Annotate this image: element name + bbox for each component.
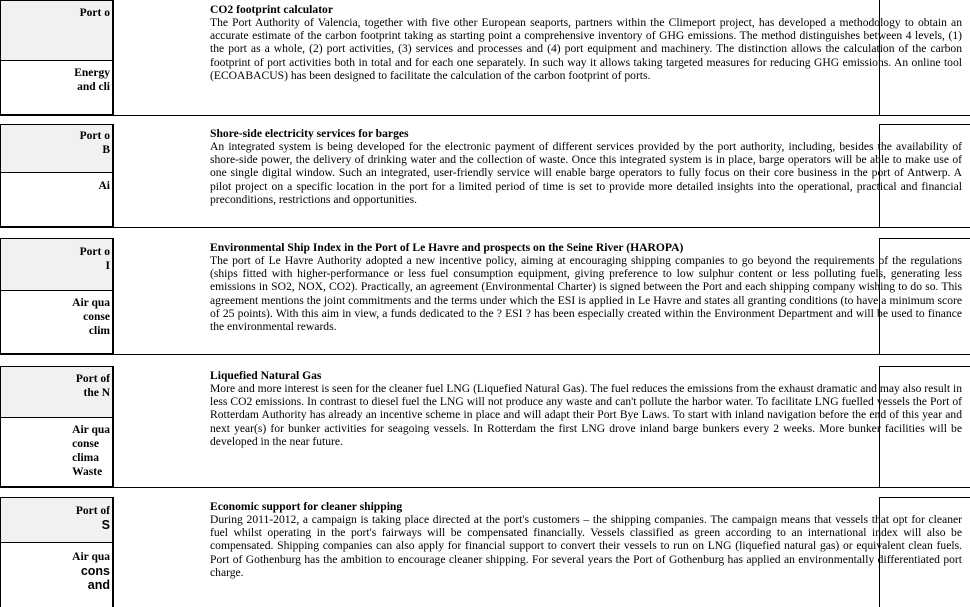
- measure-content: [210, 3, 962, 82]
- left-cell-port-5: [0, 497, 113, 542]
- left-cell-port-2: [0, 124, 113, 172]
- measure-content: [210, 500, 962, 579]
- measure-body: The Port Authority of Valencia, together with five other European seaports, partners within the Climeport project, has developed a methodology to obtain an accurate estimate of the carbon footprint taking as starting point a comprehensive inventory of GHG emissions. The method distinguishes between 4 levels, (1) the port as a whole, (2) port activities, (3) services and processes and (4) port equipment and machinery. The distinction allows the calculation of the carbon footprint of port activities both in total and for each one separately. In such way it allows taking targeted measures for reducing GHG emissions. An online tool (ECOABACUS) has been designed to facilitate the calculation of the carbon footprint of ports.: [210, 16, 962, 82]
- measure-body: More and more interest is seen for the cleaner fuel LNG (Liquefied Natural Gas). The fuel reduces the emissions from the exhaust dramatic and may also result in less CO2 emissions. In contrast to diesel fuel the LNG will not produce any waste and can't pollute the harbor water. To facilitate LNG fuelled vessels the Port of Rotterdam Authority has already an incentive scheme in place and will adapt their Port Bye Laws. To start with inland navigation before the end of this year and next year(s) for bunker activities for seagoing vessels. In Rotterdam the first LNG drove inland barge bunkers every 2 weeks. More bunker facilities will be developed in the near future.: [210, 382, 962, 448]
- measure-content: [210, 369, 962, 448]
- left-cell-text: Port o B: [79, 130, 110, 156]
- measure-title: Environmental Ship Index in the Port of Le Havre and prospects on the Seine River (HAROPA): [210, 241, 684, 254]
- left-cell-text: Port of the N: [75, 373, 110, 399]
- row-divider: [0, 227, 970, 228]
- measure-title: Liquefied Natural Gas: [210, 369, 322, 382]
- left-cell-text: Air qua conse clim: [72, 297, 110, 337]
- left-cell-port-4: [0, 366, 113, 417]
- measure-box-co2: [113, 0, 962, 115]
- row-divider: [0, 354, 970, 355]
- measure-title: Shore-side electricity services for barges: [210, 127, 409, 140]
- left-cell-category-3: [0, 290, 113, 354]
- left-cell-text: Air qua cons and: [72, 551, 110, 592]
- left-cell-text: Port o I: [79, 246, 110, 272]
- left-cell-port-1: [0, 0, 113, 60]
- left-cell-text: Ai: [98, 180, 110, 192]
- left-cell-text: Energy and cli: [74, 67, 110, 93]
- left-cell-text: Port of S: [75, 505, 110, 532]
- row-divider: [0, 115, 970, 116]
- left-cell-category-5: [0, 542, 113, 607]
- measure-content: [210, 241, 962, 333]
- row-divider: [0, 487, 970, 488]
- left-cell-category-2: [0, 172, 113, 227]
- measure-box-lng: [113, 366, 962, 487]
- measure-body: During 2011-2012, a campaign is taking place directed at the port's customers – the shipping companies. The campaign means that vessels that opt for cleaner fuel whilst operating in the port's fairways will be compensated financially. Vessels classified as green according to an international index will also be compensated. Shipping companies can also apply for financial support to convert their vessels to run on LNG (liquefied natural gas) or equivalent clean fuels. Port of Gothenburg has the ambition to encourage cleaner shipping. For several years the Port of Gothenburg has applied an environmentally differentiated port charge.: [210, 513, 962, 579]
- measure-body: An integrated system is being developed for the electronic payment of different services provided by the port authority, including, besides the availability of shore-side power, the delivery of drinking water and the collection of waste. Once this integrated system is in place, barge operators will be able to make use of one single digital window. Such an integrated, user-friendly service will enable barge operators to fully focus on their core business in the port of Antwerp. A pilot project on a specific location in the port for a limited period of time is set to provide more detailed insights into the operational, practical and financial preconditions, restrictions and opportunities.: [210, 140, 962, 206]
- left-cell-category-1: [0, 60, 113, 115]
- measure-title: Economic support for cleaner shipping: [210, 500, 403, 513]
- measure-content: [210, 127, 962, 206]
- left-cell-text: Air qua conse clima Waste: [72, 424, 110, 478]
- left-cell-category-4: [0, 417, 113, 487]
- measure-body: The port of Le Havre Authority adopted a new incentive policy, aiming at encouraging shipping companies to go beyond the requirements of the regulations (ships fitted with higher-performance or less fuel consumption equipment, giving preference to low sulphur content or less polluting fuels, generating less emissions in SO2, NOX, CO2). Practically, an agreement (Environmental Charter) is signed between the Port and each shipping company wishing to do so. This agreement mentions the joint commitments and the terms under which the ESI is applied in Le Havre and states all granting conditions (to have a minimum score of 25 points). With this aim in view, a funds dedicated to the ? ESI ? has been especially created within the Environment Department and will be used to finance the environmental rewards.: [210, 254, 962, 333]
- measure-box-shore-power: [113, 124, 962, 227]
- measure-box-economic-support: [113, 497, 962, 607]
- left-cell-port-3: [0, 238, 113, 290]
- measure-title: CO2 footprint calculator: [210, 3, 334, 16]
- left-cell-text: Port o: [79, 7, 110, 19]
- measure-box-esi: [113, 238, 962, 354]
